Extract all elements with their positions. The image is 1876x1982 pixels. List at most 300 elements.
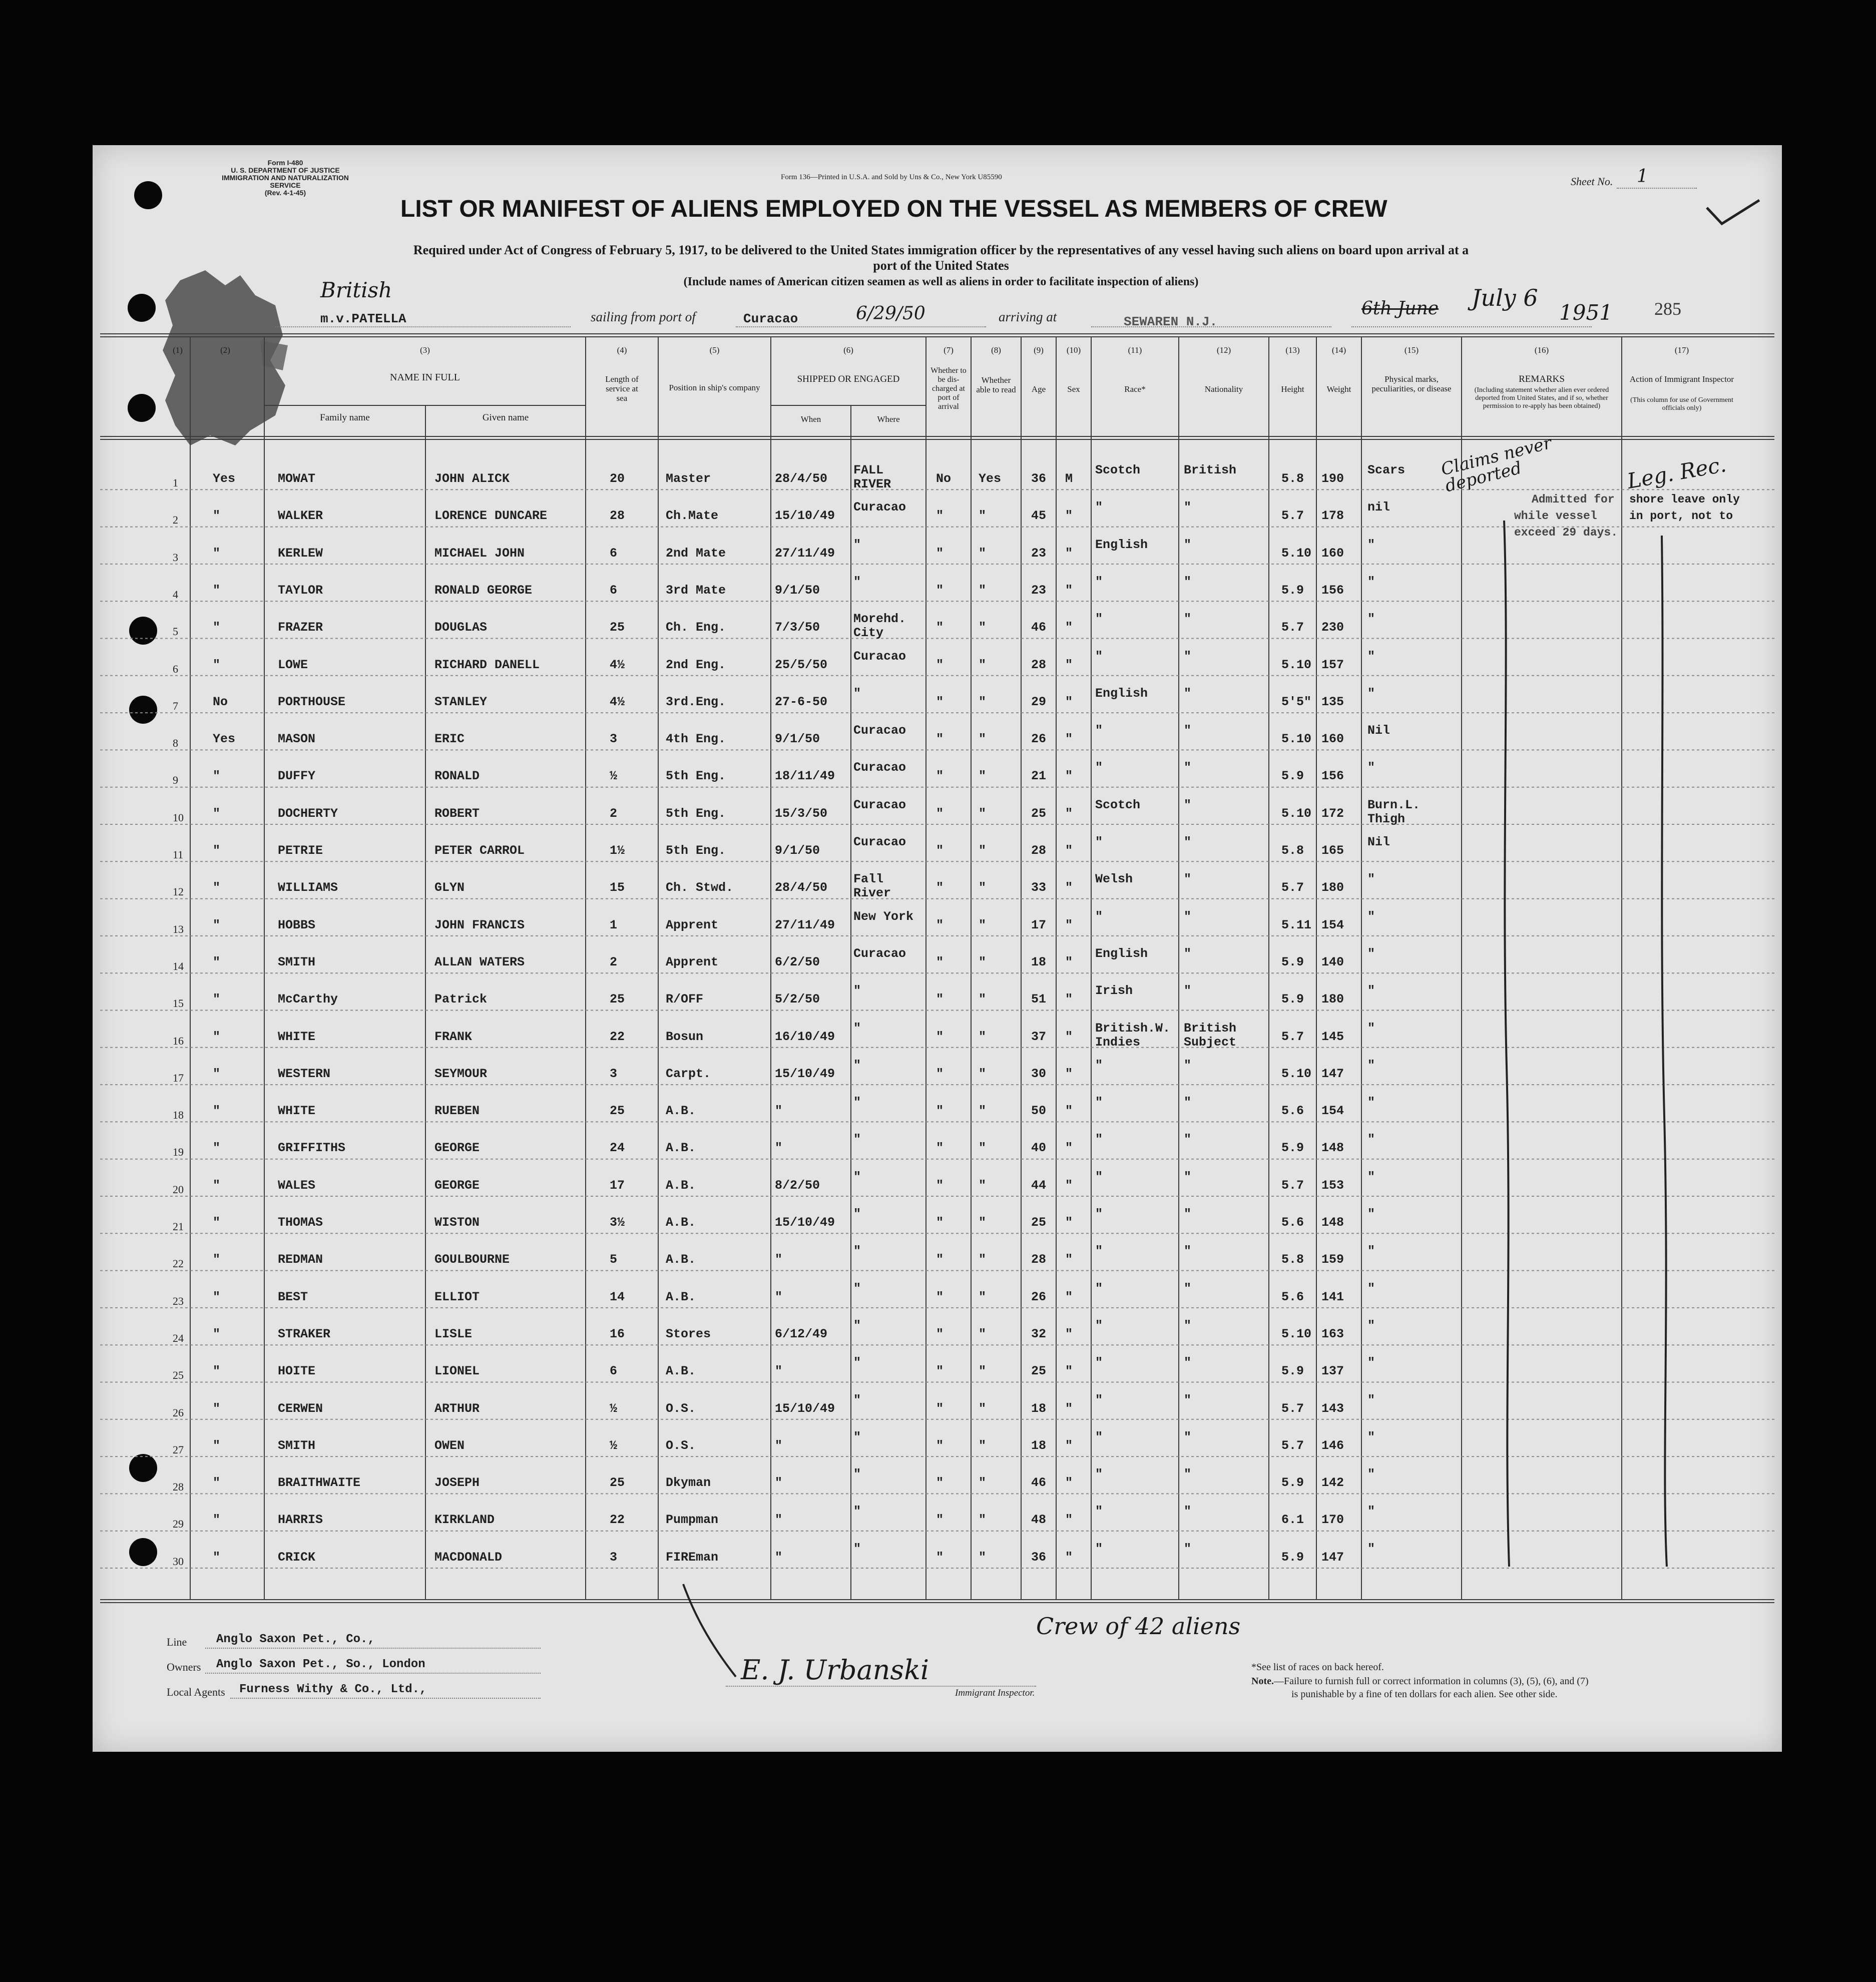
col2-value: " (213, 509, 221, 524)
given-name: JOSEPH (434, 1475, 480, 1491)
age: 28 (1031, 657, 1047, 672)
height: 5.8 (1281, 1252, 1304, 1267)
height: 5.7 (1281, 1029, 1304, 1044)
row-number: 18 (173, 1109, 184, 1122)
discharged: " (936, 1141, 944, 1156)
race: " (1095, 1244, 1103, 1259)
shipped-when: 15/10/49 (775, 1066, 835, 1081)
col2-value: " (213, 992, 221, 1007)
length-of-service: 4½ (610, 694, 625, 709)
able-to-read: " (979, 806, 987, 821)
col2-value: " (213, 954, 221, 969)
position: O.S. (666, 1401, 696, 1416)
able-to-read: " (979, 917, 987, 932)
age: 44 (1031, 1178, 1047, 1193)
sex: " (1065, 917, 1073, 932)
weight: 230 (1321, 620, 1344, 635)
given-name: WISTON (434, 1215, 480, 1230)
position-header: Position in ship's company (669, 383, 760, 392)
sex: " (1065, 992, 1073, 1007)
age-header: Age (1031, 384, 1046, 394)
row-number: 24 (173, 1331, 184, 1344)
shipped-when: 6/2/50 (775, 954, 820, 969)
able-to-read: " (979, 1364, 987, 1379)
sex: " (1065, 1326, 1073, 1341)
physical-marks: Nil (1367, 723, 1390, 738)
given-name: RUEBEN (434, 1104, 480, 1119)
race: English (1095, 537, 1148, 552)
nationality: " (1184, 1504, 1192, 1519)
weight: 190 (1321, 471, 1344, 486)
height: 5.8 (1281, 471, 1304, 486)
able-to-read: " (979, 1550, 987, 1565)
port-from: Curacao (743, 311, 798, 326)
weight: 146 (1321, 1438, 1344, 1453)
discharged: " (936, 1029, 944, 1044)
nationality: " (1184, 797, 1192, 812)
weight: 135 (1321, 694, 1344, 709)
family-name: McCarthy (278, 992, 338, 1007)
able-to-read: " (979, 1029, 987, 1044)
able-to-read: " (979, 954, 987, 969)
sex: " (1065, 1178, 1073, 1193)
position: A.B. (666, 1104, 696, 1119)
given-name: FRANK (434, 1029, 473, 1044)
row-number: 27 (173, 1443, 184, 1456)
shipped-when: 28/4/50 (775, 471, 828, 486)
position: A.B. (666, 1289, 696, 1304)
col2-value: " (213, 1438, 221, 1453)
shipped-where: Fall River (853, 872, 891, 901)
sex: " (1065, 806, 1073, 821)
shipped-where: " (853, 1355, 861, 1370)
given-name: LORENCE DUNCARE (434, 509, 548, 524)
row-number: 10 (173, 811, 184, 824)
shipped-when: " (775, 1475, 783, 1491)
race: " (1095, 1058, 1103, 1073)
shipped-where: " (853, 1504, 861, 1519)
col2-value: " (213, 1066, 221, 1081)
length-of-service: 3 (610, 1066, 618, 1081)
sex: " (1065, 769, 1073, 784)
nationality: " (1184, 1467, 1192, 1482)
given-name: LISLE (434, 1326, 473, 1341)
sex: " (1065, 583, 1073, 598)
discharged: " (936, 732, 944, 747)
weight: 147 (1321, 1066, 1344, 1081)
given-name: RONALD GEORGE (434, 583, 533, 598)
row-number: 23 (173, 1294, 184, 1307)
position: Apprent (666, 917, 719, 932)
col2-value: " (213, 1215, 221, 1230)
shipped-when: 9/1/50 (775, 732, 820, 747)
nationality: " (1184, 946, 1192, 961)
nationality: " (1184, 872, 1192, 887)
age: 46 (1031, 620, 1047, 635)
discharged: " (936, 1513, 944, 1528)
length-of-service: 2 (610, 954, 618, 969)
length-of-service: ½ (610, 1401, 618, 1416)
able-to-read: " (979, 583, 987, 598)
row-number: 20 (173, 1183, 184, 1196)
position: 5th Eng. (666, 769, 726, 784)
required-act-line-2: port of the United States (873, 258, 1009, 273)
height: 5.9 (1281, 954, 1304, 969)
given-name: DOUGLAS (434, 620, 488, 635)
physical-marks: Burn.L. Thigh (1367, 797, 1421, 826)
shipped-when: 6/12/49 (775, 1326, 828, 1341)
row-number: 8 (173, 737, 178, 750)
shipped-where: Curacao (853, 723, 906, 738)
age: 33 (1031, 880, 1047, 895)
col2-value: " (213, 1364, 221, 1379)
family-name: WHITE (278, 1029, 316, 1044)
row-number: 1 (173, 476, 178, 489)
physical-marks: " (1367, 686, 1375, 701)
able-to-read: " (979, 1178, 987, 1193)
race: Scotch (1095, 463, 1141, 477)
height: 5.7 (1281, 1438, 1304, 1453)
arrival-date: July 6 (1472, 284, 1538, 311)
sex: " (1065, 1475, 1073, 1491)
weight: 160 (1321, 546, 1344, 561)
height: 5'5" (1281, 694, 1312, 709)
sex: " (1065, 1364, 1073, 1379)
row-number: 25 (173, 1369, 184, 1382)
position: Master (666, 471, 711, 486)
weight: 163 (1321, 1326, 1344, 1341)
race: " (1095, 649, 1103, 664)
row-number: 2 (173, 514, 178, 527)
height: 5.10 (1281, 732, 1312, 747)
nationality: " (1184, 649, 1192, 664)
discharged: " (936, 806, 944, 821)
weight: 141 (1321, 1289, 1344, 1304)
age: 26 (1031, 732, 1047, 747)
shipped-when: 27/11/49 (775, 546, 835, 561)
shipped-where: " (853, 1244, 861, 1259)
family-name: THOMAS (278, 1215, 323, 1230)
shipped-where: " (853, 1392, 861, 1407)
height: 5.6 (1281, 1215, 1304, 1230)
nationality: " (1184, 1058, 1192, 1073)
col-num-11: (11) (1128, 345, 1142, 355)
col-num-10: (10) (1066, 345, 1081, 355)
age: 17 (1031, 917, 1047, 932)
col-num-9: (9) (1034, 345, 1044, 355)
sex: " (1065, 1252, 1073, 1267)
discharged: " (936, 954, 944, 969)
race: English (1095, 686, 1148, 701)
position: 3rd.Eng. (666, 694, 726, 709)
able-to-read: " (979, 657, 987, 672)
shipped-when: 7/3/50 (775, 620, 820, 635)
sex: " (1065, 732, 1073, 747)
shipped-where: FALL RIVER (853, 463, 891, 491)
discharged: " (936, 917, 944, 932)
able-to-read: " (979, 1289, 987, 1304)
position: O.S. (666, 1438, 696, 1453)
nationality: " (1184, 983, 1192, 999)
age: 23 (1031, 583, 1047, 598)
able-to-read: " (979, 1401, 987, 1416)
shipped-where: " (853, 686, 861, 701)
col-num-3: (3) (420, 345, 430, 355)
physical-marks: " (1367, 1541, 1375, 1556)
age: 25 (1031, 806, 1047, 821)
length-of-service: ½ (610, 1438, 618, 1453)
height: 5.7 (1281, 1401, 1304, 1416)
col-num-7: (7) (944, 345, 954, 355)
weight: 153 (1321, 1178, 1344, 1193)
weight-header: Weight (1326, 384, 1351, 394)
line-label: Line (167, 1636, 187, 1648)
shipped-when: 18/11/49 (775, 769, 835, 784)
position: A.B. (666, 1215, 696, 1230)
row-number: 21 (173, 1220, 184, 1233)
discharged: " (936, 583, 944, 598)
able-to-read: " (979, 509, 987, 524)
length-of-service: 5 (610, 1252, 618, 1267)
family-name: KERLEW (278, 546, 323, 561)
length-of-service: 6 (610, 546, 618, 561)
age: 32 (1031, 1326, 1047, 1341)
discharged: " (936, 620, 944, 635)
discharged: " (936, 657, 944, 672)
shipped-when: 5/2/50 (775, 992, 820, 1007)
printer-line: Form 136—Printed in U.S.A. and Sold by Uns & Co., New York U85590 (781, 173, 1002, 181)
discharged: " (936, 1475, 944, 1491)
shipped-when: 15/10/49 (775, 1215, 835, 1230)
race-header: Race* (1124, 384, 1146, 394)
weight: 140 (1321, 954, 1344, 969)
length-of-service: 4½ (610, 657, 625, 672)
given-name: STANLEY (434, 694, 488, 709)
line-value: Anglo Saxon Pet., Co., (216, 1633, 375, 1646)
weight: 143 (1321, 1401, 1344, 1416)
nationality: " (1184, 723, 1192, 738)
shipped-where: " (853, 1281, 861, 1296)
department-name: U. S. DEPARTMENT OF JUSTICE (231, 166, 340, 174)
col-num-4: (4) (617, 345, 627, 355)
race: " (1095, 760, 1103, 775)
row-number: 19 (173, 1146, 184, 1159)
shipped-where: Curacao (853, 649, 906, 664)
family-name: DUFFY (278, 769, 316, 784)
able-to-read: Yes (979, 471, 1002, 486)
shipped-where: " (853, 1541, 861, 1556)
sex: " (1065, 954, 1073, 969)
discharged: " (936, 694, 944, 709)
sheet-label: Sheet No. (1571, 175, 1613, 188)
action-subheader: (This column for use of Government officials only) (1630, 396, 1733, 412)
age: 18 (1031, 954, 1047, 969)
able-to-read: " (979, 1215, 987, 1230)
race: " (1095, 1132, 1103, 1147)
weight: 148 (1321, 1215, 1344, 1230)
height: 5.10 (1281, 657, 1312, 672)
family-name-header: Family name (320, 412, 370, 423)
length-of-service: 20 (610, 471, 625, 486)
physical-marks: nil (1367, 500, 1390, 515)
physical-marks: " (1367, 1021, 1375, 1036)
signature-line (726, 1686, 1036, 1687)
age: 28 (1031, 843, 1047, 858)
family-name: LOWE (278, 657, 308, 672)
age: 25 (1031, 1215, 1047, 1230)
given-name: ERIC (434, 732, 465, 747)
height: 5.6 (1281, 1104, 1304, 1119)
include-names-note: (Include names of American citizen seamen as well as aliens in order to facilitate inspection of aliens) (683, 275, 1199, 288)
note-text-2: is punishable by a fine of ten dollars for each alien. See other side. (1291, 1689, 1558, 1700)
sex: " (1065, 509, 1073, 524)
col2-value: " (213, 620, 221, 635)
signature-stroke (681, 1582, 741, 1682)
sailing-from-label: sailing from port of (591, 309, 696, 324)
shipped-when: 25/5/50 (775, 657, 828, 672)
owners-value: Anglo Saxon Pet., So., London (216, 1658, 425, 1671)
remarks-subheader: (Including statement whether alien ever ordered deported from United States, and if so, whether permission to re-apply has been obtained) (1474, 386, 1609, 410)
form-id: Form I-480 (267, 159, 303, 167)
col2-value: " (213, 1104, 221, 1119)
shipped-when: " (775, 1513, 783, 1528)
discharged: " (936, 769, 944, 784)
nationality: " (1184, 909, 1192, 924)
shipped-where: " (853, 1058, 861, 1073)
physical-marks: " (1367, 872, 1375, 887)
length-of-service: 2 (610, 806, 618, 821)
col-num-14: (14) (1331, 345, 1346, 355)
family-name: HOITE (278, 1364, 316, 1379)
given-name: ROBERT (434, 806, 480, 821)
able-to-read: " (979, 1326, 987, 1341)
weight: 145 (1321, 1029, 1344, 1044)
given-name: RICHARD DANELL (434, 657, 540, 672)
height: 5.9 (1281, 769, 1304, 784)
shipped-where: New York (853, 909, 914, 924)
crew-count-note: Crew of 42 aliens (1036, 1613, 1241, 1640)
position: 4th Eng. (666, 732, 726, 747)
given-name: RONALD (434, 769, 480, 784)
nationality: " (1184, 1244, 1192, 1259)
weight: 172 (1321, 806, 1344, 821)
height: 5.10 (1281, 1066, 1312, 1081)
discharged: " (936, 992, 944, 1007)
able-to-read: " (979, 732, 987, 747)
position: Carpt. (666, 1066, 711, 1081)
sex: " (1065, 1550, 1073, 1565)
form-revision: (Rev. 4-1-45) (264, 189, 306, 197)
shipped-when: 28/4/50 (775, 880, 828, 895)
age: 29 (1031, 694, 1047, 709)
col2-value: Yes (213, 732, 236, 747)
family-name: WILLIAMS (278, 880, 338, 895)
vessel-name: m.v.PATELLA (320, 311, 406, 326)
physical-marks: " (1367, 760, 1375, 775)
given-name: LIONEL (434, 1364, 480, 1379)
family-name: REDMAN (278, 1252, 323, 1267)
sex: " (1065, 1401, 1073, 1416)
sex: " (1065, 880, 1073, 895)
length-of-service: 16 (610, 1326, 625, 1341)
able-to-read: " (979, 620, 987, 635)
able-to-read: " (979, 1438, 987, 1453)
row-number: 4 (173, 588, 178, 601)
struck-date: 6th June (1361, 298, 1439, 319)
stamp-number: 285 (1654, 299, 1681, 319)
vessel-nationality: British (320, 278, 392, 302)
height: 5.10 (1281, 546, 1312, 561)
agents-value: Furness Withy & Co., Ltd., (239, 1683, 427, 1696)
age: 25 (1031, 1364, 1047, 1379)
weight: 156 (1321, 583, 1344, 598)
race: " (1095, 723, 1103, 738)
age: 45 (1031, 509, 1047, 524)
family-name: FRAZER (278, 620, 323, 635)
nationality: " (1184, 760, 1192, 775)
length-of-service: 14 (610, 1289, 625, 1304)
age: 36 (1031, 471, 1047, 486)
race: " (1095, 1281, 1103, 1296)
height-header: Height (1281, 384, 1304, 394)
col-num-1: (1) (173, 345, 183, 355)
shipped-when: 15/3/50 (775, 806, 828, 821)
col2-value: " (213, 1029, 221, 1044)
position: 2nd Eng. (666, 657, 726, 672)
age: 18 (1031, 1438, 1047, 1453)
weight: 154 (1321, 1104, 1344, 1119)
row-number: 16 (173, 1034, 184, 1047)
arrival-year: 1951 (1559, 300, 1613, 325)
shipped-when: 15/10/49 (775, 1401, 835, 1416)
height: 5.10 (1281, 1326, 1312, 1341)
sex: " (1065, 546, 1073, 561)
col2-value: " (213, 1550, 221, 1565)
height: 5.9 (1281, 583, 1304, 598)
position: A.B. (666, 1141, 696, 1156)
length-of-service: 15 (610, 880, 625, 895)
able-to-read-header: Whether able to read (976, 375, 1016, 394)
discharged: " (936, 1104, 944, 1119)
remarks-header: REMARKS (1519, 374, 1565, 384)
shipped-where: " (853, 574, 861, 589)
given-name: GOULBOURNE (434, 1252, 510, 1267)
position: Apprent (666, 954, 719, 969)
given-name: KIRKLAND (434, 1513, 495, 1528)
col-num-15: (15) (1404, 345, 1419, 355)
shipped-when: " (775, 1104, 783, 1119)
col2-value: " (213, 806, 221, 821)
given-name: ALLAN WATERS (434, 954, 525, 969)
shipped-engaged-header: SHIPPED OR ENGAGED (797, 374, 900, 384)
discharged: " (936, 880, 944, 895)
shipped-when: 8/2/50 (775, 1178, 820, 1193)
row-number: 12 (173, 885, 184, 898)
able-to-read: " (979, 1104, 987, 1119)
row-number: 15 (173, 997, 184, 1010)
row-number: 6 (173, 662, 178, 675)
shipped-when: " (775, 1141, 783, 1156)
able-to-read: " (979, 843, 987, 858)
arriving-label: arriving at (999, 309, 1057, 324)
sex: " (1065, 843, 1073, 858)
family-name: WESTERN (278, 1066, 331, 1081)
weight: 165 (1321, 843, 1344, 858)
shipped-where: " (853, 1169, 861, 1184)
discharged: " (936, 1178, 944, 1193)
required-act-line: Required under Act of Congress of February 5, 1917, to be delivered to the United States immigration officer by the representatives of any vessel having such aliens on board upon arrival at a (413, 243, 1469, 257)
manifest-title: LIST OR MANIFEST OF ALIENS EMPLOYED ON THE VESSEL AS MEMBERS OF CREW (400, 196, 1387, 222)
